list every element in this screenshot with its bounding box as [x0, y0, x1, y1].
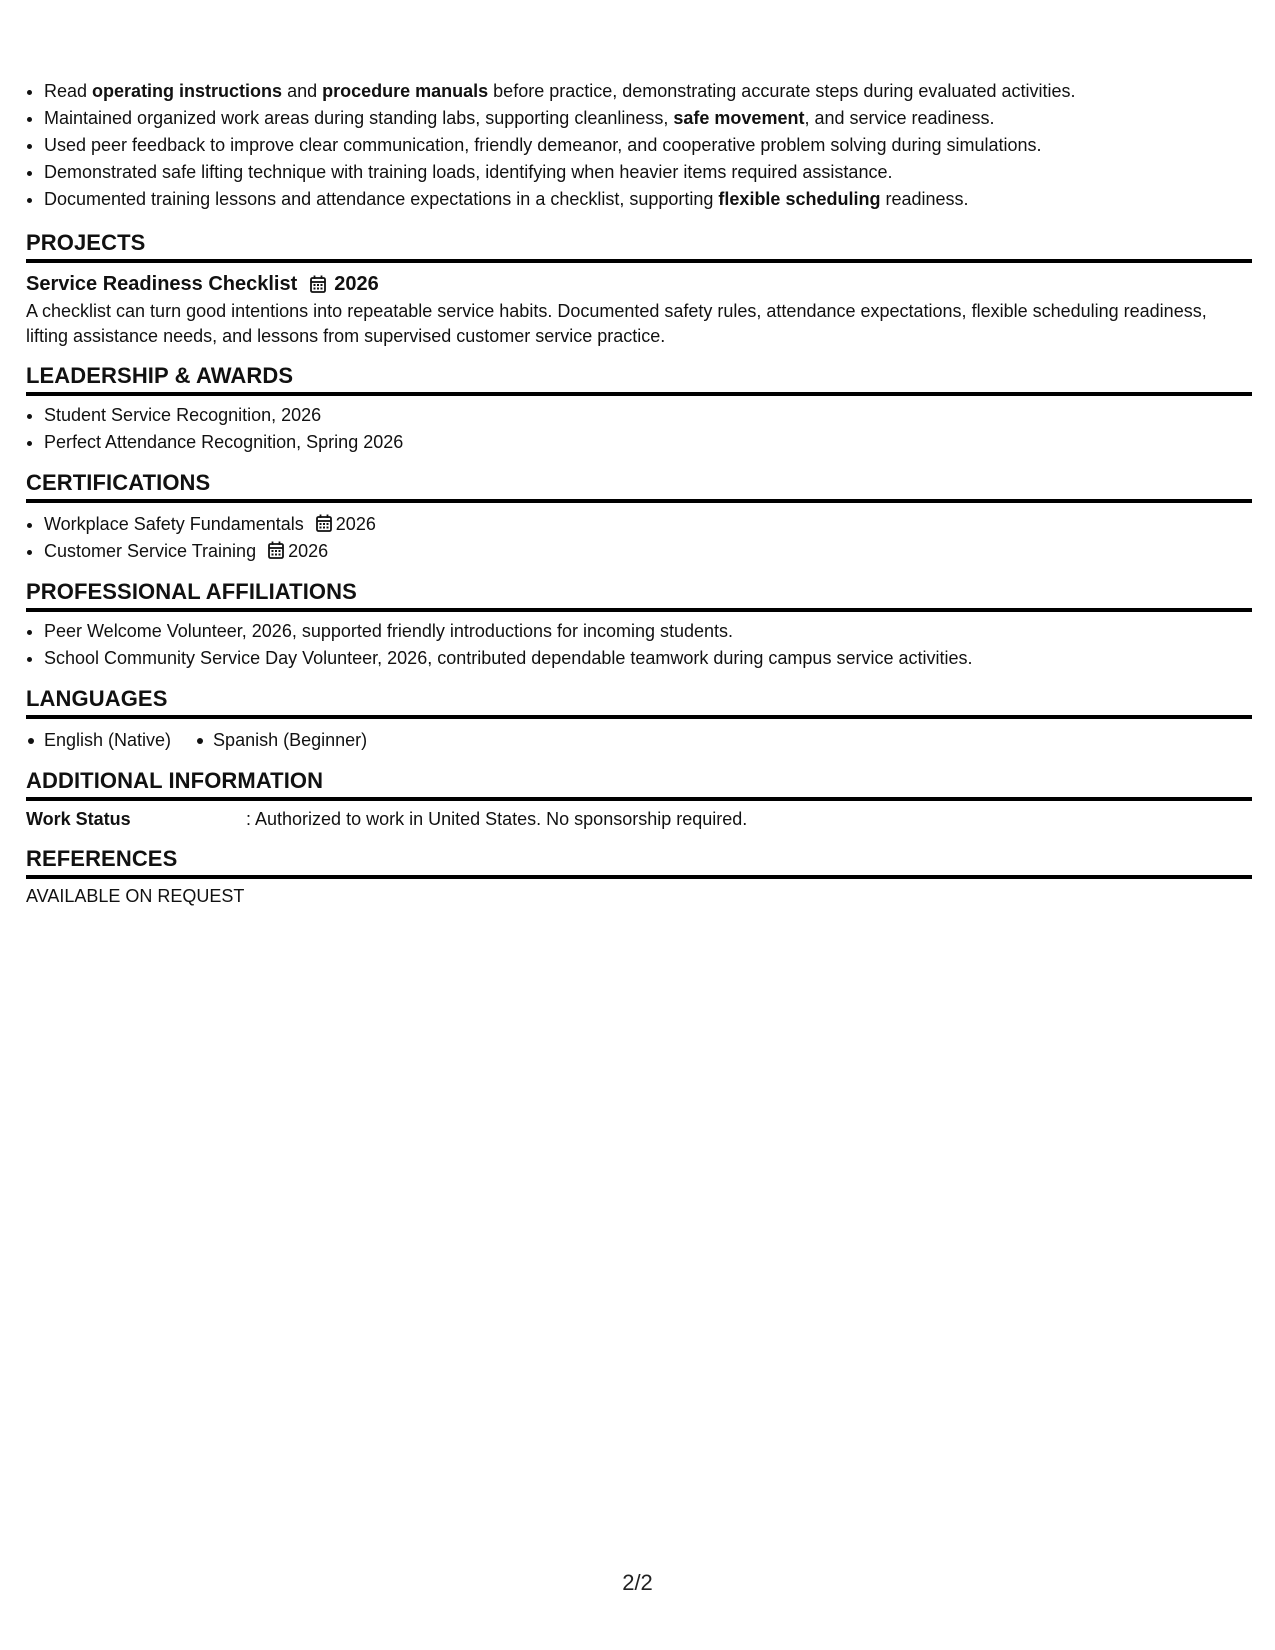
section-title-additional: ADDITIONAL INFORMATION	[26, 767, 1252, 801]
bullet-text: readiness.	[880, 189, 969, 209]
section-title-certifications: CERTIFICATIONS	[26, 469, 1252, 503]
certifications-list	[26, 511, 1252, 565]
calendar-icon	[310, 275, 326, 293]
affiliations-section	[26, 578, 1252, 672]
certifications-section	[26, 469, 1252, 565]
certification-name: Workplace Safety Fundamentals	[44, 514, 304, 534]
certifications-body	[26, 503, 1252, 565]
bold-keyword: operating instructions	[92, 81, 283, 101]
bullet-text: Documented training lessons and attendance expectations in a checklist, supporting	[44, 189, 719, 209]
project-description: A checklist can turn good intentions into repeatable service habits. Documented safety rules, attendance expectations, flexible scheduling readiness, lifting assistance needs, and lessons from supervised customer service practice.	[26, 301, 1207, 346]
section-title-references: REFERENCES	[26, 845, 1252, 879]
list-item	[44, 538, 1252, 565]
work-status-label: Work Status	[26, 809, 131, 829]
list-item: • Peer Welcome Volunteer, 2026, supported friendly introductions for incoming students.	[44, 618, 1252, 645]
additional-info-body	[26, 801, 1252, 832]
list-item	[44, 511, 1252, 538]
languages-section	[26, 685, 1252, 754]
certification-name: Customer Service Training	[44, 541, 257, 561]
affiliations-body	[26, 612, 1252, 672]
references-text: AVAILABLE ON REQUEST	[26, 886, 245, 906]
work-status-value: : Authorized to work in United States. No sponsorship required.	[246, 809, 748, 829]
bullet-text: Maintained organized work areas during standing labs, supporting cleanliness,	[44, 108, 674, 128]
language-item: Spanish (Beginner)	[195, 727, 367, 754]
languages-list	[26, 727, 1252, 754]
experience-bullet	[44, 159, 1252, 186]
list-item: • Perfect Attendance Recognition, Spring 2026	[44, 429, 1252, 456]
page-number: 2/2	[622, 1570, 653, 1595]
calendar-icon	[316, 514, 332, 532]
section-title-projects: PROJECTS	[26, 229, 1252, 263]
leadership-list	[26, 402, 1252, 456]
project-year: 2026	[334, 273, 379, 295]
bold-keyword: procedure manuals	[322, 81, 489, 101]
bold-keyword: safe movement	[673, 108, 805, 128]
additional-info-section	[26, 767, 1252, 832]
bullet-text: Read	[44, 81, 93, 101]
leadership-section	[26, 362, 1252, 456]
experience-bullet-list	[26, 78, 1252, 213]
projects-section	[26, 229, 1252, 349]
experience-bullet	[44, 186, 1252, 213]
work-status-row	[26, 806, 1252, 832]
section-title-affiliations: PROFESSIONAL AFFILIATIONS	[26, 578, 1252, 612]
experience-bullet	[44, 132, 1252, 159]
bullet-text: Demonstrated safe lifting technique with training loads, identifying when heavier items required assistance.	[44, 162, 893, 182]
project-name: Service Readiness Checklist	[26, 273, 298, 295]
certification-year: 2026	[288, 541, 329, 561]
languages-body	[26, 719, 1252, 754]
certification-year: 2026	[335, 514, 376, 534]
certification-date	[268, 541, 328, 561]
certification-date	[316, 514, 376, 534]
bullet-text: before practice, demonstrating accurate steps during evaluated activities.	[488, 81, 1076, 101]
bullet-text: and	[282, 81, 323, 101]
project-header	[26, 270, 1252, 298]
affiliations-list	[26, 618, 1252, 672]
calendar-icon	[268, 541, 284, 559]
bold-keyword: flexible scheduling	[718, 189, 881, 209]
resume-page	[26, 78, 1252, 909]
list-item: • School Community Service Day Volunteer, 2026, contributed dependable teamwork during campus service activities.	[44, 645, 1252, 672]
bullet-text: Used peer feedback to improve clear communication, friendly demeanor, and cooperative problem solving during simulations.	[44, 135, 1042, 155]
experience-bullet	[44, 105, 1252, 132]
list-item: • Student Service Recognition, 2026	[44, 402, 1252, 429]
references-section	[26, 845, 1252, 909]
language-item: English (Native)	[26, 727, 171, 754]
leadership-body	[26, 396, 1252, 456]
section-title-languages: LANGUAGES	[26, 685, 1252, 719]
experience-bullet	[44, 78, 1252, 105]
bullet-text: , and service readiness.	[804, 108, 995, 128]
projects-body	[26, 263, 1252, 349]
section-title-leadership: LEADERSHIP & AWARDS	[26, 362, 1252, 396]
